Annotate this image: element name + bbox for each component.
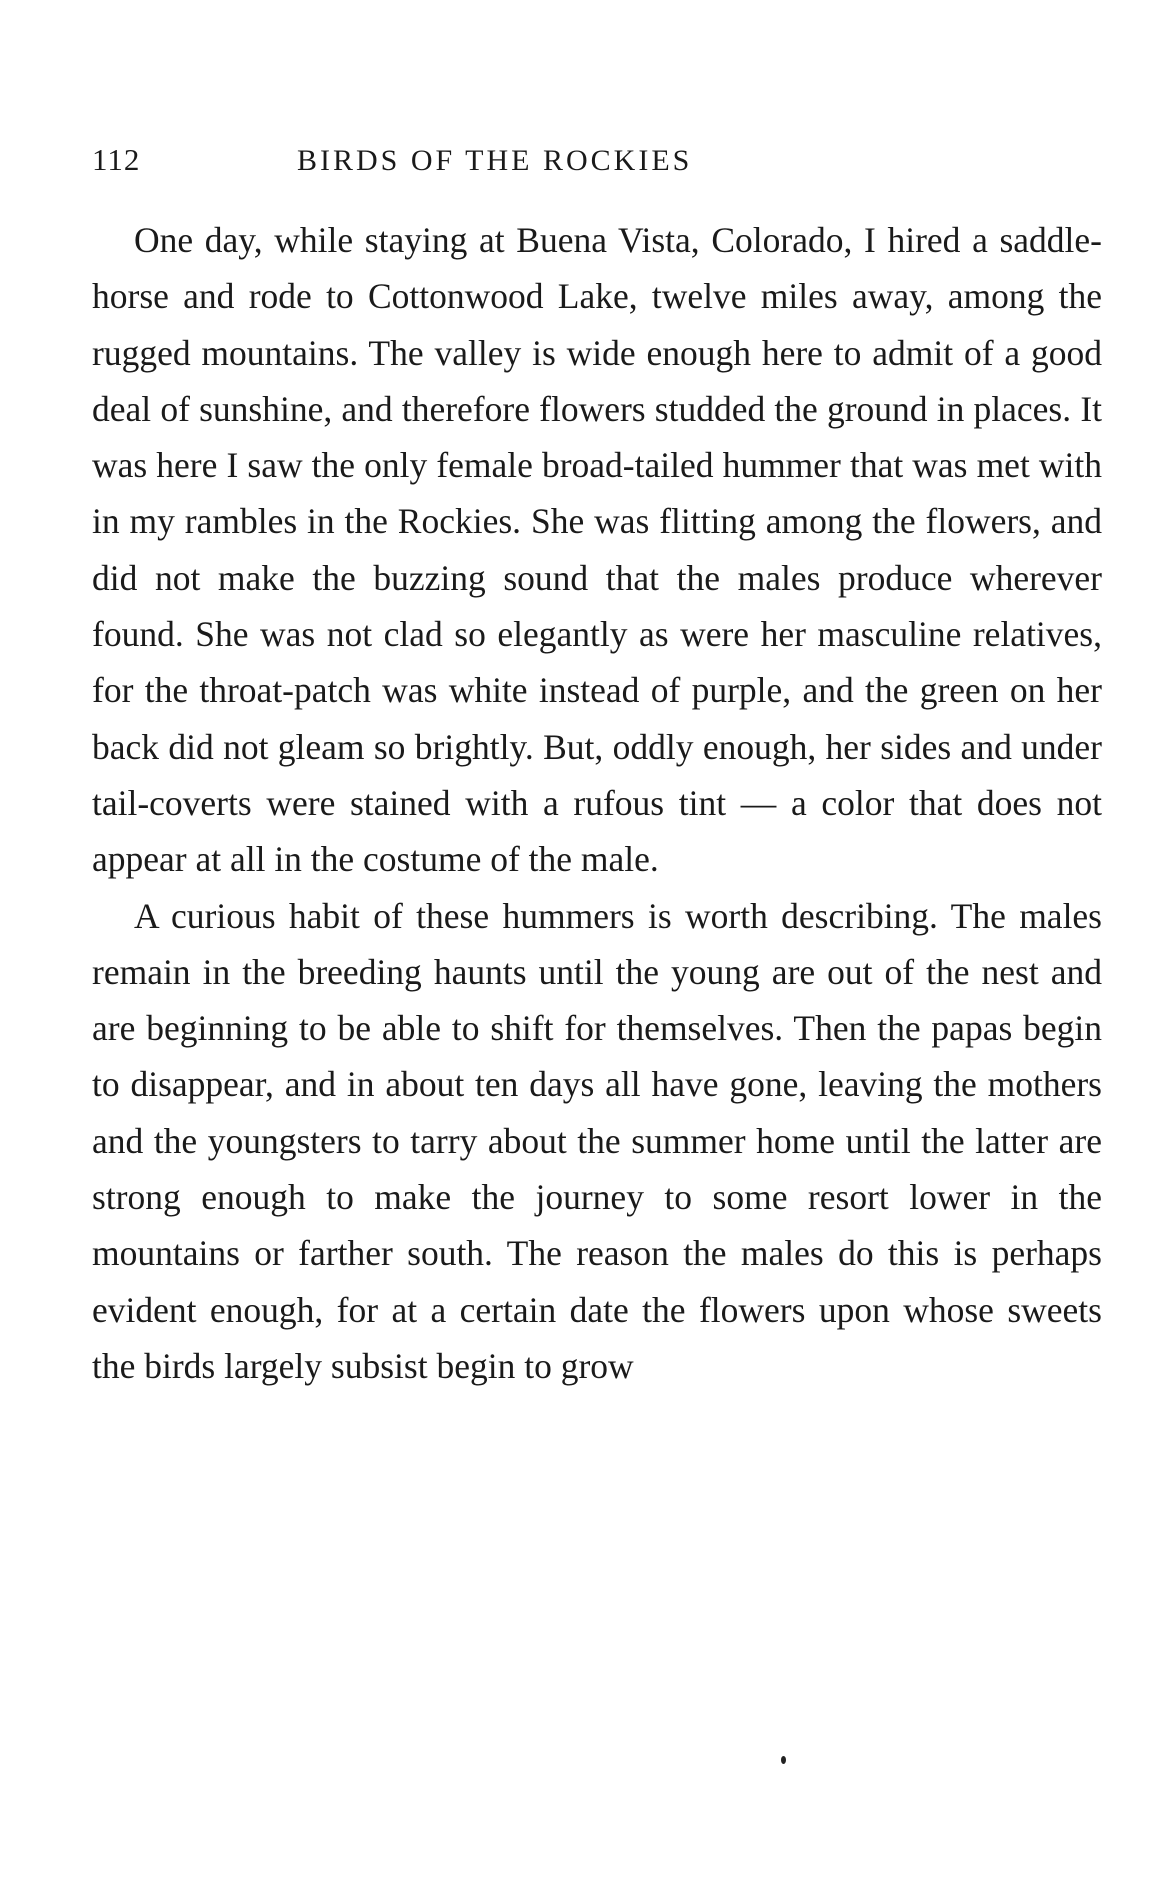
running-head — [92, 142, 1102, 182]
page-number: 112 — [92, 142, 141, 177]
running-title: BIRDS OF THE ROCKIES — [297, 144, 693, 177]
body-text — [92, 212, 1102, 1394]
paragraph: A curious habit of these hummers is worth describing. The males remain in the breeding haunts until the young are out of the nest and are beginning to be able to shift for themselves. Then the papas begin to disappear, and in about ten days all have gone, leaving the mothers and the youngsters to tarry about the summer home until the latter are strong enough to make the journey to some resort lower in the mountains or farther south. The reason the males do this is perhaps evident enough, for at a certain date the flowers upon whose sweets the birds largely subsist begin to grow — [92, 895, 1102, 1386]
ink-speck — [781, 1756, 786, 1764]
paragraph: One day, while staying at Buena Vista, Colorado, I hired a saddle-horse and rode to Cottonwood Lake, twelve miles away, among the rugged mountains. The valley is wide enough here to admit of a good deal of sunshine, and therefore flowers studded the ground in places. It was here I saw the only female broad-tailed hummer that was met with in my rambles in the Rockies. She was flitting among the flowers, and did not make the buzzing sound that the males produce wherever found. She was not clad so elegantly as were her masculine relatives, for the throat-patch was white instead of purple, and the green on her back did not gleam so brightly. But, oddly enough, her sides and under tail-coverts were stained with a rufous tint — a color that does not appear at all in the costume of the male. — [92, 220, 1102, 880]
